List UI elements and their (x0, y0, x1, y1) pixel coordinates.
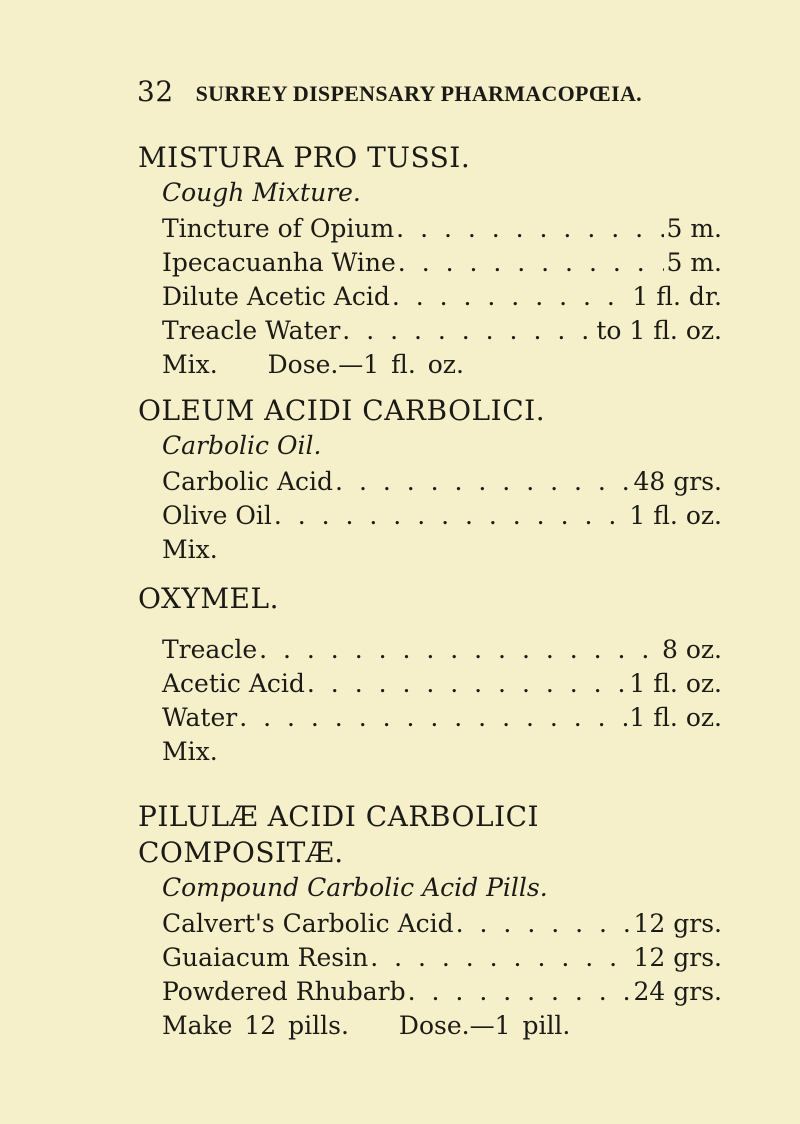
ingredient-quantity: 1 fl. dr. (632, 282, 722, 311)
ingredient-quantity: 5 m. (666, 214, 722, 243)
ingredient-name: Tincture of Opium (162, 214, 395, 243)
ingredient-row (162, 667, 722, 701)
ingredient-quantity: 12 grs. (633, 909, 722, 938)
ingredient-row (162, 212, 722, 246)
ingredient-quantity: to 1 fl. oz. (596, 316, 722, 345)
recipe-instruction: Mix. (162, 535, 218, 564)
recipe-mistura-pro-tussi (138, 140, 722, 382)
ingredient-quantity: 5 m. (666, 248, 722, 277)
leader-dots (274, 499, 628, 533)
running-head: SURREY DISPENSARY PHARMACOPŒIA. (195, 81, 642, 106)
ingredient-name: Acetic Acid (162, 669, 305, 698)
ingredient-name: Ipecacuanha Wine (162, 248, 396, 277)
leader-dots (408, 975, 632, 1009)
ingredient-name: Treacle Water (162, 316, 341, 345)
recipe-instruction: Mix. (162, 737, 218, 766)
ingredient-name: Treacle (162, 635, 258, 664)
page-header (137, 75, 642, 108)
leader-dots (259, 633, 660, 667)
leader-dots (239, 701, 627, 735)
ingredient-row (162, 907, 722, 941)
recipe-dose: Dose.—1 fl. oz. (267, 350, 464, 379)
ingredient-list (138, 633, 722, 735)
recipe-subtitle: Cough Mixture. (162, 178, 361, 207)
leader-dots (335, 465, 631, 499)
recipe-title: PILULÆ ACIDI CARBOLICI COMPOSITÆ. (138, 800, 540, 869)
ingredient-quantity: 1 fl. oz. (629, 501, 722, 530)
leader-dots (307, 667, 628, 701)
ingredient-name: Powdered Rhubarb (162, 977, 406, 1006)
ingredient-quantity: 12 grs. (633, 943, 722, 972)
leader-dots (396, 212, 664, 246)
ingredient-name: Guaiacum Resin (162, 943, 369, 972)
ingredient-row (162, 941, 722, 975)
leader-dots (370, 941, 631, 975)
recipe-instruction: Make 12 pills. (162, 1011, 349, 1040)
recipe-title: OXYMEL. (138, 582, 279, 615)
leader-dots (392, 280, 631, 314)
ingredient-quantity: 8 oz. (661, 635, 722, 664)
leader-dots (456, 907, 632, 941)
recipe-directions (138, 1009, 718, 1043)
ingredient-name: Olive Oil (162, 501, 272, 530)
page-number: 32 (137, 75, 174, 108)
ingredient-name: Calvert's Carbolic Acid (162, 909, 454, 938)
ingredient-name: Water (162, 703, 238, 732)
recipe-pilulae-acidi-carbolici-compositae (138, 799, 722, 1043)
recipe-dose: Dose.—1 pill. (398, 1011, 571, 1040)
recipe-directions (138, 348, 718, 382)
recipe-oleum-acidi-carbolici (138, 393, 722, 567)
recipe-subtitle: Compound Carbolic Acid Pills. (162, 873, 548, 902)
ingredient-list (138, 907, 722, 1009)
ingredient-row (162, 701, 722, 735)
ingredient-list (138, 212, 722, 348)
ingredient-name: Carbolic Acid (162, 467, 334, 496)
ingredient-row (162, 975, 722, 1009)
ingredient-quantity: 24 grs. (633, 977, 722, 1006)
leader-dots (398, 246, 665, 280)
ingredient-name: Dilute Acetic Acid (162, 282, 390, 311)
ingredient-quantity: 1 fl. oz. (629, 669, 722, 698)
recipe-directions (138, 533, 718, 567)
recipe-instruction: Mix. (162, 350, 218, 379)
recipe-title: MISTURA PRO TUSSI. (138, 141, 471, 174)
recipe-subtitle: Carbolic Oil. (162, 431, 322, 460)
recipe-title: OLEUM ACIDI CARBOLICI. (138, 394, 546, 427)
ingredient-quantity: 48 grs. (633, 467, 722, 496)
leader-dots (342, 314, 594, 348)
ingredient-row (162, 499, 722, 533)
ingredient-list (138, 465, 722, 533)
ingredient-row (162, 314, 722, 348)
recipe-directions (138, 735, 718, 769)
ingredient-row (162, 633, 722, 667)
ingredient-quantity: 1 fl. oz. (629, 703, 722, 732)
ingredient-row (162, 465, 722, 499)
ingredient-row (162, 280, 722, 314)
ingredient-row (162, 246, 722, 280)
recipe-oxymel (138, 581, 722, 769)
